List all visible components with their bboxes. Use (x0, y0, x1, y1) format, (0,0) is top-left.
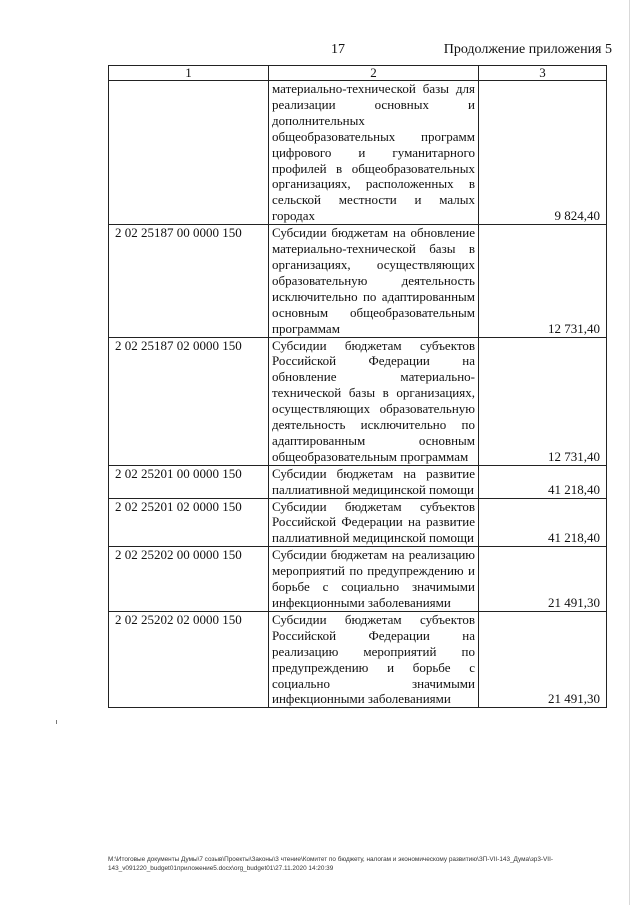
row-description: материально-технической базы для реализации основных и дополнительных общеобразовательных программ цифрового и гуманитарного профилей в общеобразовательных организациях, расположенных в сельской местности и малых городах (269, 81, 479, 225)
table-header-row (109, 66, 607, 81)
table-row (109, 465, 607, 498)
row-description: Субсидии бюджетам субъектов Российской Федерации на развитие паллиативной медицинской помощи (269, 498, 479, 547)
row-description: Субсидии бюджетам субъектов Российской Федерации на обновление материально-технической базы в организациях, осуществляющих образовательную деятельность исключительно по адаптированным основным общеобразовательным программам (269, 337, 479, 465)
row-amount: 12 731,40 (479, 337, 607, 465)
row-description: Субсидии бюджетам на реализацию мероприятий по предупреждению и борьбе с социально значимыми инфекционными заболеваниями (269, 547, 479, 612)
row-code (109, 81, 269, 225)
scan-edge-line (629, 0, 630, 905)
table-row (109, 611, 607, 707)
row-amount: 12 731,40 (479, 225, 607, 337)
row-amount: 21 491,30 (479, 547, 607, 612)
row-amount: 9 824,40 (479, 81, 607, 225)
page-number: 17 (331, 42, 345, 57)
budget-table (108, 65, 607, 708)
row-code: 2 02 25187 02 0000 150 (109, 337, 269, 465)
row-amount: 21 491,30 (479, 611, 607, 707)
row-code: 2 02 25201 02 0000 150 (109, 498, 269, 547)
margin-mark (56, 720, 57, 724)
row-description: Субсидии бюджетам на обновление материально-технической базы в организациях, осуществляющих образовательную деятельность исключительно по адаптированным основным общеобразовательным программам (269, 225, 479, 337)
row-code: 2 02 25187 00 0000 150 (109, 225, 269, 337)
table-row (109, 547, 607, 612)
table-row (109, 225, 607, 337)
row-description: Субсидии бюджетам субъектов Российской Федерации на реализацию мероприятий по предупреждению и борьбе с социально значимыми инфекционными заболеваниями (269, 611, 479, 707)
table-row (109, 337, 607, 465)
table-row (109, 498, 607, 547)
row-code: 2 02 25202 00 0000 150 (109, 547, 269, 612)
file-path-footer: М:\Итоговые документы Думы\7 созыв\Проекты\Законы\3 чтение\Комитет по бюджету, налогам и экономическому развитию\ЗП-VII-143_Дума\зр3-VII-143_v091220_budget01приложение5.docx\org_budget01\27.11.2020 14:20:39 (108, 856, 553, 872)
column-header-2: 2 (269, 66, 479, 81)
row-code: 2 02 25201 00 0000 150 (109, 465, 269, 498)
column-header-1: 1 (109, 66, 269, 81)
row-amount: 41 218,40 (479, 498, 607, 547)
table-row (109, 81, 607, 225)
row-code: 2 02 25202 02 0000 150 (109, 611, 269, 707)
row-amount: 41 218,40 (479, 465, 607, 498)
column-header-3: 3 (479, 66, 607, 81)
continuation-label: Продолжение приложения 5 (443, 42, 612, 57)
row-description: Субсидии бюджетам на развитие паллиативной медицинской помощи (269, 465, 479, 498)
